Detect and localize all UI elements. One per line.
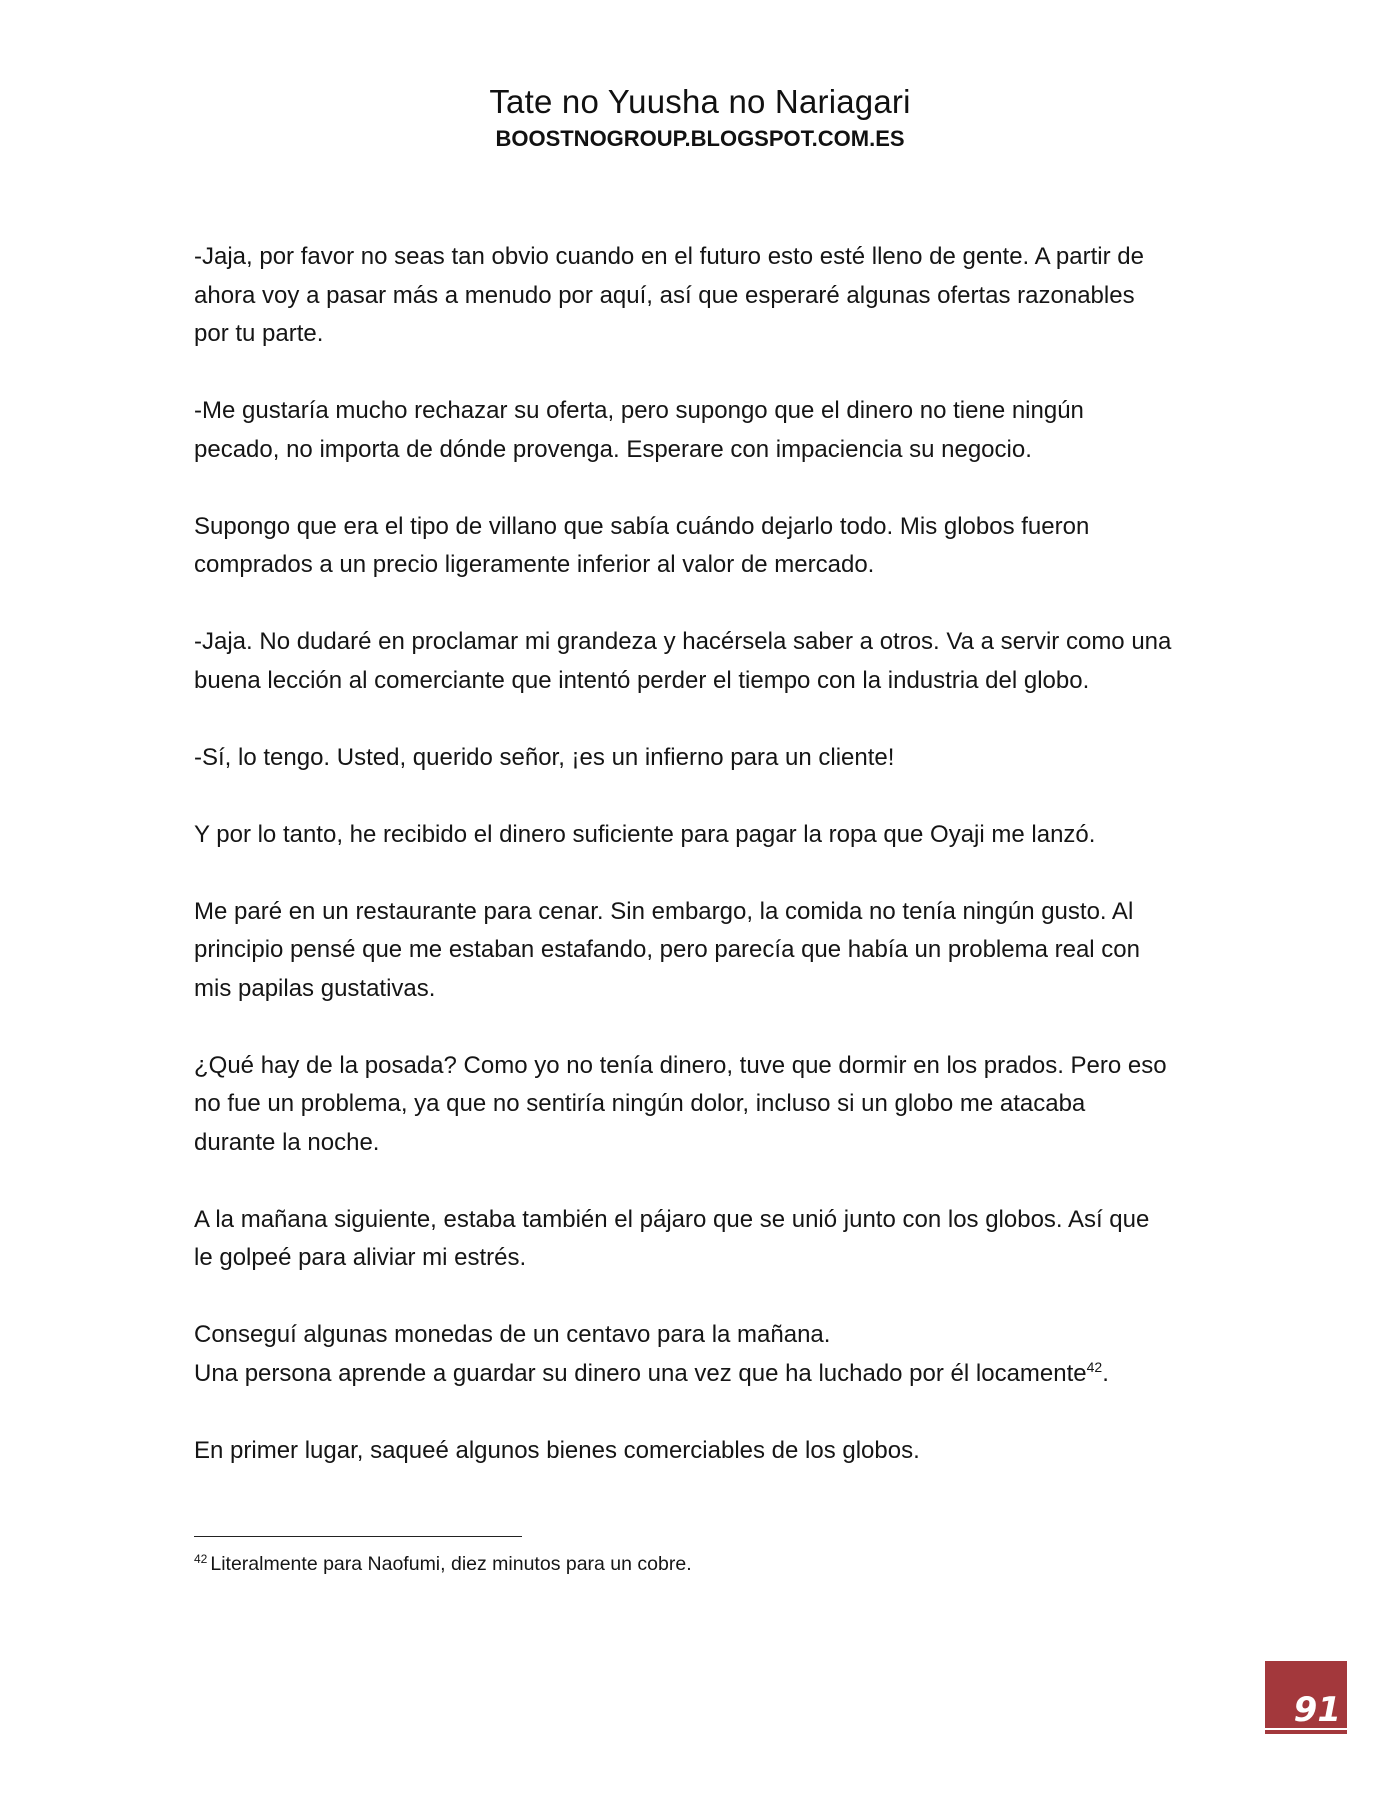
page-header (0, 82, 1400, 154)
text-segment: . (1102, 1359, 1109, 1387)
text-line: pecado, no importa de dónde provenga. Esperare con impaciencia su negocio. (194, 435, 1032, 463)
text-line: A la mañana siguiente, estaba también el pájaro que se unió junto con los globos. Así que (194, 1205, 1150, 1233)
text-line: principio pensé que me estaban estafando, pero parecía que había un problema real con (194, 936, 1140, 963)
paragraph (194, 623, 1214, 700)
paragraph (194, 508, 1214, 585)
page-number-underline (1265, 1728, 1347, 1730)
text-line: mis papilas gustativas. (194, 974, 436, 1002)
text-line: -Jaja, por favor no seas tan obvio cuando en el futuro esto esté lleno de gente. A partir de (194, 243, 1144, 270)
footnote-number: 42 (194, 1551, 208, 1566)
body-text (194, 238, 1214, 1509)
footnote-text: Literalmente para Naofumi, diez minutos para un cobre. (210, 1553, 692, 1575)
document-website: BOOSTNOGROUP.BLOGSPOT.COM.ES (495, 126, 905, 151)
text-line: -Sí, lo tengo. Usted, querido señor, ¡es un infierno para un cliente! (194, 743, 895, 771)
footnote-separator (194, 1536, 522, 1537)
text-line: En primer lugar, saqueé algunos bienes comerciables de los globos. (194, 1436, 920, 1464)
text-line: no fue un problema, ya que no sentiría ningún dolor, incluso si un globo me atacaba (194, 1090, 1086, 1117)
paragraph (194, 816, 1214, 855)
footnote (194, 1550, 692, 1578)
paragraph (194, 1047, 1214, 1163)
text-line: buena lección al comerciante que intentó perder el tiempo con la industria del globo. (194, 666, 1090, 694)
text-line-with-footnote (194, 1355, 1214, 1394)
paragraph (194, 893, 1214, 1009)
text-line: -Jaja. No dudaré en proclamar mi grandeza y hacérsela saber a otros. Va a servir como una (194, 628, 1172, 655)
page-number: 91 (1293, 1690, 1341, 1730)
paragraph (194, 739, 1214, 778)
text-line: ahora voy a pasar más a menudo por aquí, así que esperaré algunas ofertas razonables (194, 281, 1135, 309)
text-line: Y por lo tanto, he recibido el dinero suficiente para pagar la ropa que Oyaji me lanzó. (194, 820, 1096, 848)
text-line: Supongo que era el tipo de villano que sabía cuándo dejarlo todo. Mis globos fueron (194, 512, 1090, 540)
text-line: le golpeé para aliviar mi estrés. (194, 1244, 527, 1271)
text-line: -Me gustaría mucho rechazar su oferta, pero supongo que el dinero no tiene ningún (194, 397, 1084, 424)
paragraph (194, 1201, 1214, 1278)
text-line: Me paré en un restaurante para cenar. Sin embargo, la comida no tenía ningún gusto. Al (194, 897, 1134, 925)
text-line: comprados a un precio ligeramente inferior al valor de mercado. (194, 551, 875, 578)
paragraph (194, 1432, 1214, 1471)
page-number-badge (1265, 1661, 1347, 1734)
text-segment: Una persona aprende a guardar su dinero una vez que ha luchado por él locamente (194, 1359, 1087, 1387)
document-title: Tate no Yuusha no Nariagari (489, 83, 911, 120)
paragraph (194, 1316, 1214, 1393)
footnote-reference[interactable]: 42 (1086, 1358, 1103, 1375)
text-line: durante la noche. (194, 1128, 380, 1156)
paragraph (194, 392, 1214, 469)
text-line: ¿Qué hay de la posada? Como yo no tenía dinero, tuve que dormir en los prados. Pero eso (194, 1051, 1167, 1079)
paragraph (194, 238, 1214, 354)
text-line: por tu parte. (194, 320, 324, 347)
text-line: Conseguí algunas monedas de un centavo para la mañana. (194, 1321, 831, 1348)
